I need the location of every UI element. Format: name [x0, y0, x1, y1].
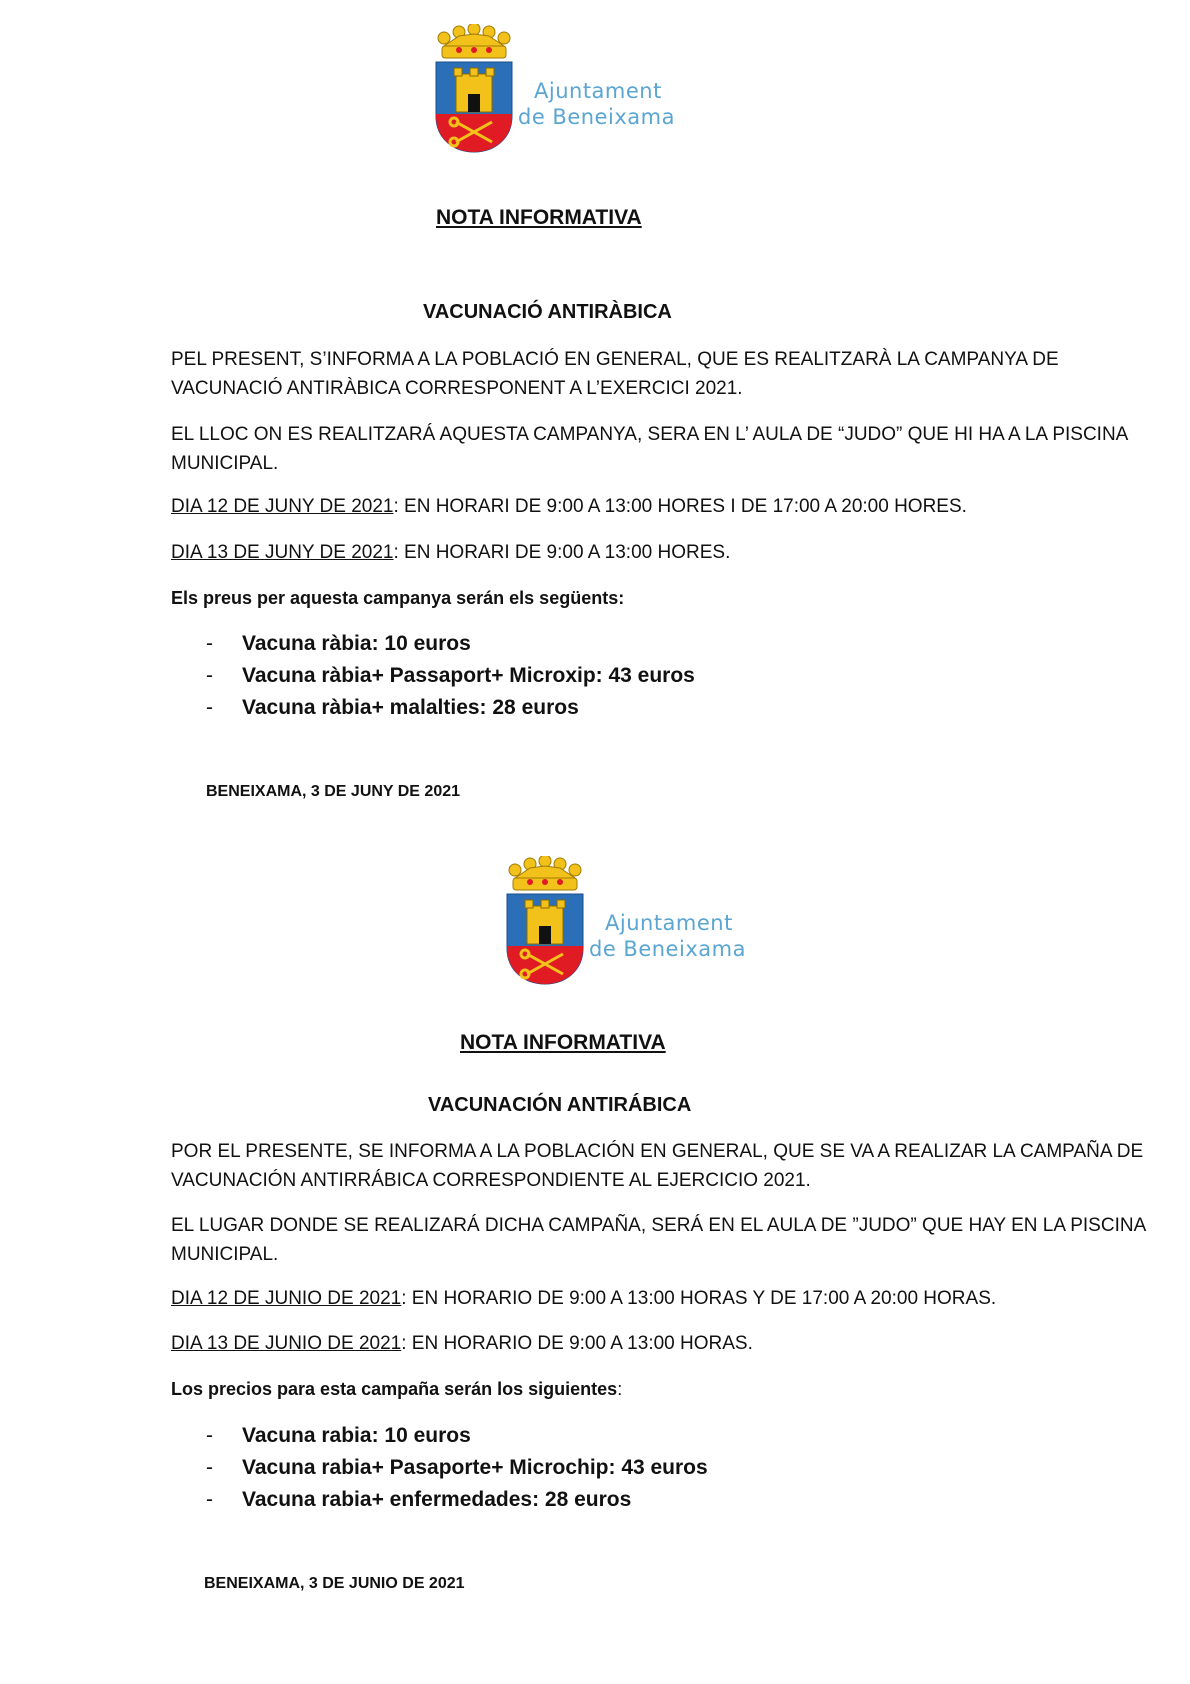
price-item: Vacuna ràbia+ malalties: 28 euros	[242, 696, 579, 719]
schedule-day-1	[171, 496, 967, 518]
paragraph-announcement: PEL PRESENT, S’INFORMA A LA POBLACIÓ EN GENERAL, QUE ES REALITZARÀ LA CAMPANYA DE VACUNACIÓ ANTIRÀBICA CORRESPONENT A L’EXERCICI 2021.	[171, 349, 1059, 399]
schedule-hours: : EN HORARIO DE 9:00 A 13:00 HORAS Y DE 17:00 A 20:00 HORAS.	[401, 1288, 997, 1309]
note-subtitle: VACUNACIÓN ANTIRÁBICA	[428, 1094, 692, 1116]
schedule-date: DIA 12 DE JUNIO DE 2021	[171, 1288, 402, 1309]
schedule-date: DIA 13 DE JUNY DE 2021	[171, 542, 394, 563]
note-title: NOTA INFORMATIVA	[436, 206, 642, 229]
logo-text-line1: Ajuntament	[534, 79, 662, 103]
prices-intro-text: Los precios para esta campaña serán los siguientes	[171, 1379, 618, 1399]
logo-text-line2: de Beneixama	[589, 937, 746, 961]
note-subtitle: VACUNACIÓ ANTIRÀBICA	[423, 301, 672, 323]
municipal-logo	[505, 856, 805, 986]
municipal-logo	[434, 24, 734, 154]
logo-text-line2: de Beneixama	[518, 105, 675, 129]
coat-of-arms-icon	[505, 856, 585, 986]
schedule-hours: : EN HORARIO DE 9:00 A 13:00 HORAS.	[401, 1333, 753, 1354]
schedule-date: DIA 12 DE JUNY DE 2021	[171, 496, 394, 517]
coat-of-arms-icon	[434, 24, 514, 154]
prices-intro-text: Els preus per aquesta campanya serán els següents:	[171, 588, 625, 608]
schedule-day-2	[171, 1333, 753, 1355]
schedule-hours: : EN HORARI DE 9:00 A 13:00 HORES.	[393, 542, 731, 563]
price-item: Vacuna rabia: 10 euros	[242, 1424, 471, 1447]
price-item: Vacuna ràbia+ Passaport+ Microxip: 43 euros	[242, 664, 695, 687]
schedule-day-2	[171, 542, 730, 564]
prices-intro	[171, 1379, 622, 1400]
list-item: - Vacuna rabia+ Pasaporte+ Microchip: 43 euros	[206, 1456, 708, 1479]
price-list	[206, 628, 695, 724]
schedule-hours: : EN HORARI DE 9:00 A 13:00 HORES I DE 17:00 A 20:00 HORES.	[393, 496, 967, 517]
paragraph-announcement: POR EL PRESENTE, SE INFORMA A LA POBLACIÓN EN GENERAL, QUE SE VA A REALIZAR LA CAMPAÑA DE VACUNACIÓN ANTIRRÁBICA CORRESPONDIENTE AL EJERCICIO 2021.	[171, 1141, 1144, 1191]
list-item: - Vacuna rabia+ enfermedades: 28 euros	[206, 1488, 632, 1511]
list-item: - Vacuna ràbia+ Passaport+ Microxip: 43 euros	[206, 664, 695, 687]
prices-intro-suffix: :	[617, 1379, 623, 1399]
list-item: - Vacuna ràbia: 10 euros	[206, 632, 471, 655]
schedule-day-1	[171, 1288, 996, 1310]
paragraph-location: EL LLOC ON ES REALITZARÁ AQUESTA CAMPANYA, SERA EN L’ AULA DE “JUDO” QUE HI HA A LA PISCINA MUNICIPAL.	[171, 424, 1128, 474]
price-list	[206, 1420, 708, 1516]
price-item: Vacuna rabia+ enfermedades: 28 euros	[242, 1488, 632, 1511]
signature-date: BENEIXAMA, 3 DE JUNIO DE 2021	[204, 1575, 465, 1592]
list-item: - Vacuna ràbia+ malalties: 28 euros	[206, 696, 579, 719]
logo-text-line1: Ajuntament	[605, 911, 733, 935]
prices-intro	[171, 588, 624, 609]
signature-date: BENEIXAMA, 3 DE JUNY DE 2021	[206, 783, 461, 800]
list-item: - Vacuna rabia: 10 euros	[206, 1424, 471, 1447]
note-title: NOTA INFORMATIVA	[460, 1031, 666, 1054]
paragraph-location: EL LUGAR DONDE SE REALIZARÁ DICHA CAMPAÑA, SERÁ EN EL AULA DE ”JUDO” QUE HAY EN LA PISCINA MUNICIPAL.	[171, 1215, 1146, 1265]
price-item: Vacuna ràbia: 10 euros	[242, 632, 471, 655]
schedule-date: DIA 13 DE JUNIO DE 2021	[171, 1333, 402, 1354]
price-item: Vacuna rabia+ Pasaporte+ Microchip: 43 euros	[242, 1456, 708, 1479]
